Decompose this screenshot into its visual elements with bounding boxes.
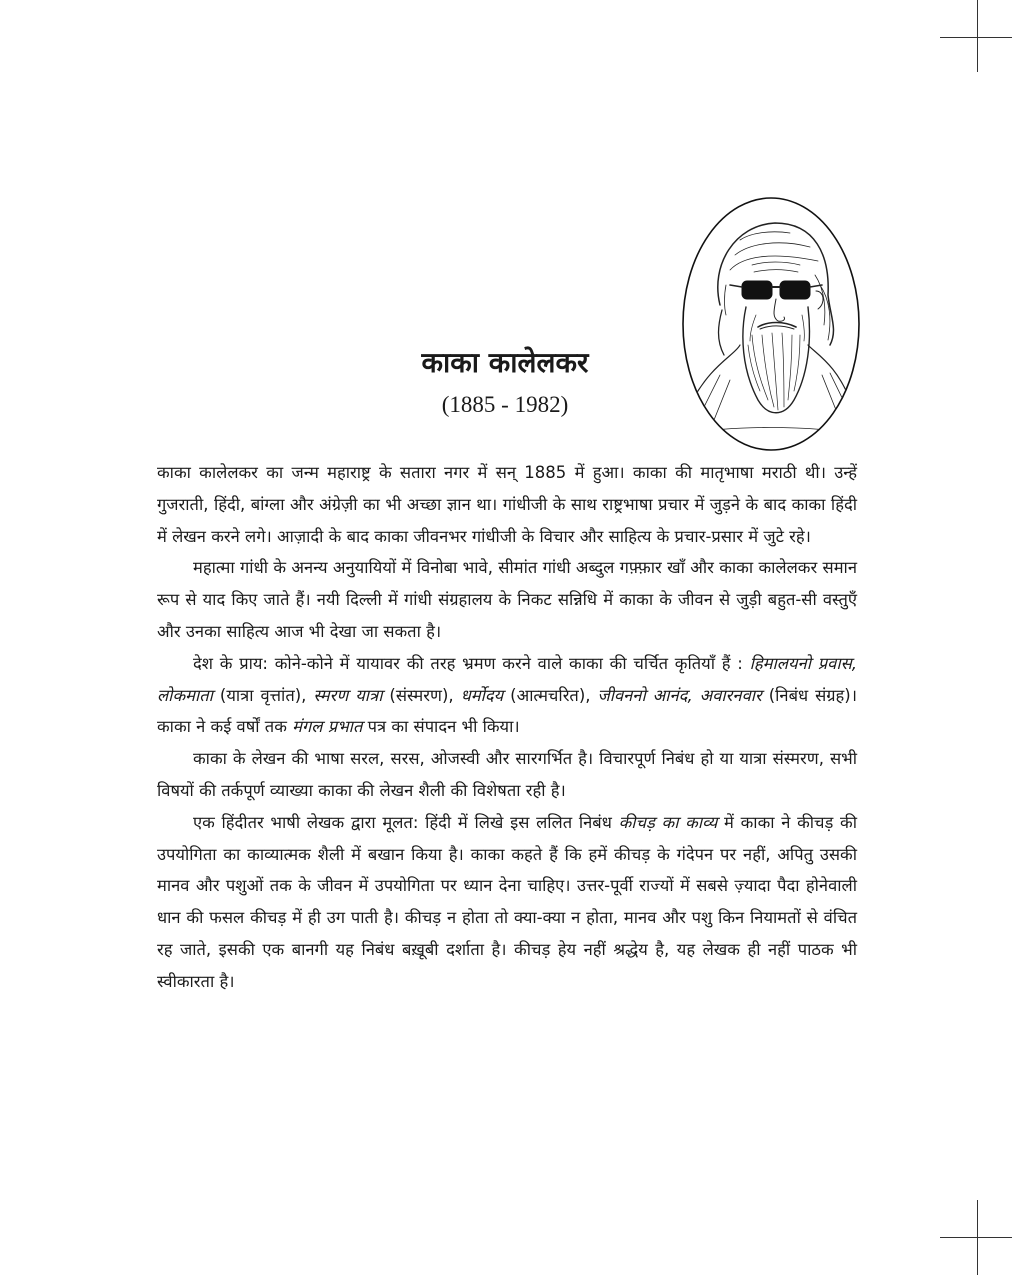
work-title: जीवननो आनंद, अवारनवार	[597, 685, 762, 705]
crop-mark	[977, 0, 978, 72]
paragraph	[157, 552, 857, 647]
work-title: स्मरण यात्रा	[313, 685, 383, 705]
author-portrait	[680, 195, 862, 453]
paragraph-text: (संस्मरण),	[382, 685, 461, 705]
paragraph-text: पत्र का संपादन भी किया।	[362, 717, 520, 737]
paragraph-text: (आत्मचरित),	[503, 685, 598, 705]
paragraph-text: देश के प्राय: कोने-कोने में यायावर की तरह भ्रमण करने वाले काका की चर्चित कृतियाँ हैं :	[193, 653, 750, 673]
paragraph-text: काका कालेलकर का जन्म महाराष्ट्र के सतारा नगर में सन् 1885 में हुआ। काका की मातृभाषा मराठी थी। उन्हें गुजराती, हिंदी, बांग्ला और अंग्रेज़ी का भी अच्छा ज्ञान था। गांधीजी के साथ राष्ट्रभाषा प्रचार में जुड़ने के बाद काका हिंदी में लेखन करने लगे। आज़ादी के बाद काका जीवनभर गांधीजी के विचार और साहित्य के प्रचार-प्रसार में जुटे रहे।	[157, 463, 857, 546]
work-title: हिमालयनो प्रवास, लोकमाता	[157, 653, 857, 705]
paragraph-text: काका के लेखन की भाषा सरल, सरस, ओजस्वी और सारगर्भित है। विचारपूर्ण निबंध हो या यात्रा संस्मरण, सभी विषयों की तर्कपूर्ण व्याख्या काका की लेखन शैली की विशेषता रही है।	[157, 749, 857, 800]
crop-mark	[940, 1237, 1012, 1238]
paragraph	[157, 807, 857, 998]
paragraph-text: (निबंध संग्रह)। काका ने कई वर्षों तक	[157, 685, 857, 737]
work-title: मंगल प्रभात	[292, 717, 363, 737]
crop-mark	[940, 37, 1012, 38]
biography-text	[157, 457, 857, 998]
paragraph-text: महात्मा गांधी के अनन्य अनुयायियों में विनोबा भावे, सीमांत गांधी अब्दुल गफ़्फ़ार खाँ और काका कालेलकर समान रूप से याद किए जाते हैं। नयी दिल्ली में गांधी संग्रहालय के निकट सन्निधि में काका के जीवन से जुड़ी बहुत-सी वस्तुएँ और उनका साहित्य आज भी देखा जा सकता है।	[157, 558, 857, 641]
paragraph-text: में काका ने कीचड़ की उपयोगिता का काव्यात्मक शैली में बखान किया है। काका कहते हैं कि हमें कीचड़ के गंदेपन पर नहीं, अपितु उसकी मानव और पशुओं तक के जीवन में उपयोगिता पर ध्यान देना चाहिए। उत्तर-पूर्वी राज्यों में सबसे ज़्यादा पैदा होनेवाली धान की फसल कीचड़ में ही उग पाती है। कीचड़ न होता तो क्या-क्या न होता, मानव और पशु किन नियामतों से वंचित रह जाते, इसकी एक बानगी यह निबंध बख़ूबी दर्शाता है। कीचड़ हेय नहीं श्रद्धेय है, यह लेखक ही नहीं पाठक भी स्वीकारता है।	[157, 812, 857, 991]
page-title: काका कालेलकर	[421, 346, 589, 379]
author-lifespan: (1885 - 1982)	[441, 392, 569, 417]
paragraph	[157, 648, 857, 743]
work-title: कीचड़ का काव्य	[618, 812, 718, 832]
paragraph-text: एक हिंदीतर भाषी लेखक द्वारा मूलत: हिंदी में लिखे इस ललित निबंध	[193, 812, 619, 832]
paragraph	[157, 457, 857, 552]
work-title: धर्मोदय	[460, 685, 504, 705]
paragraph-text: (यात्रा वृत्तांत),	[212, 685, 314, 705]
paragraph	[157, 743, 857, 807]
